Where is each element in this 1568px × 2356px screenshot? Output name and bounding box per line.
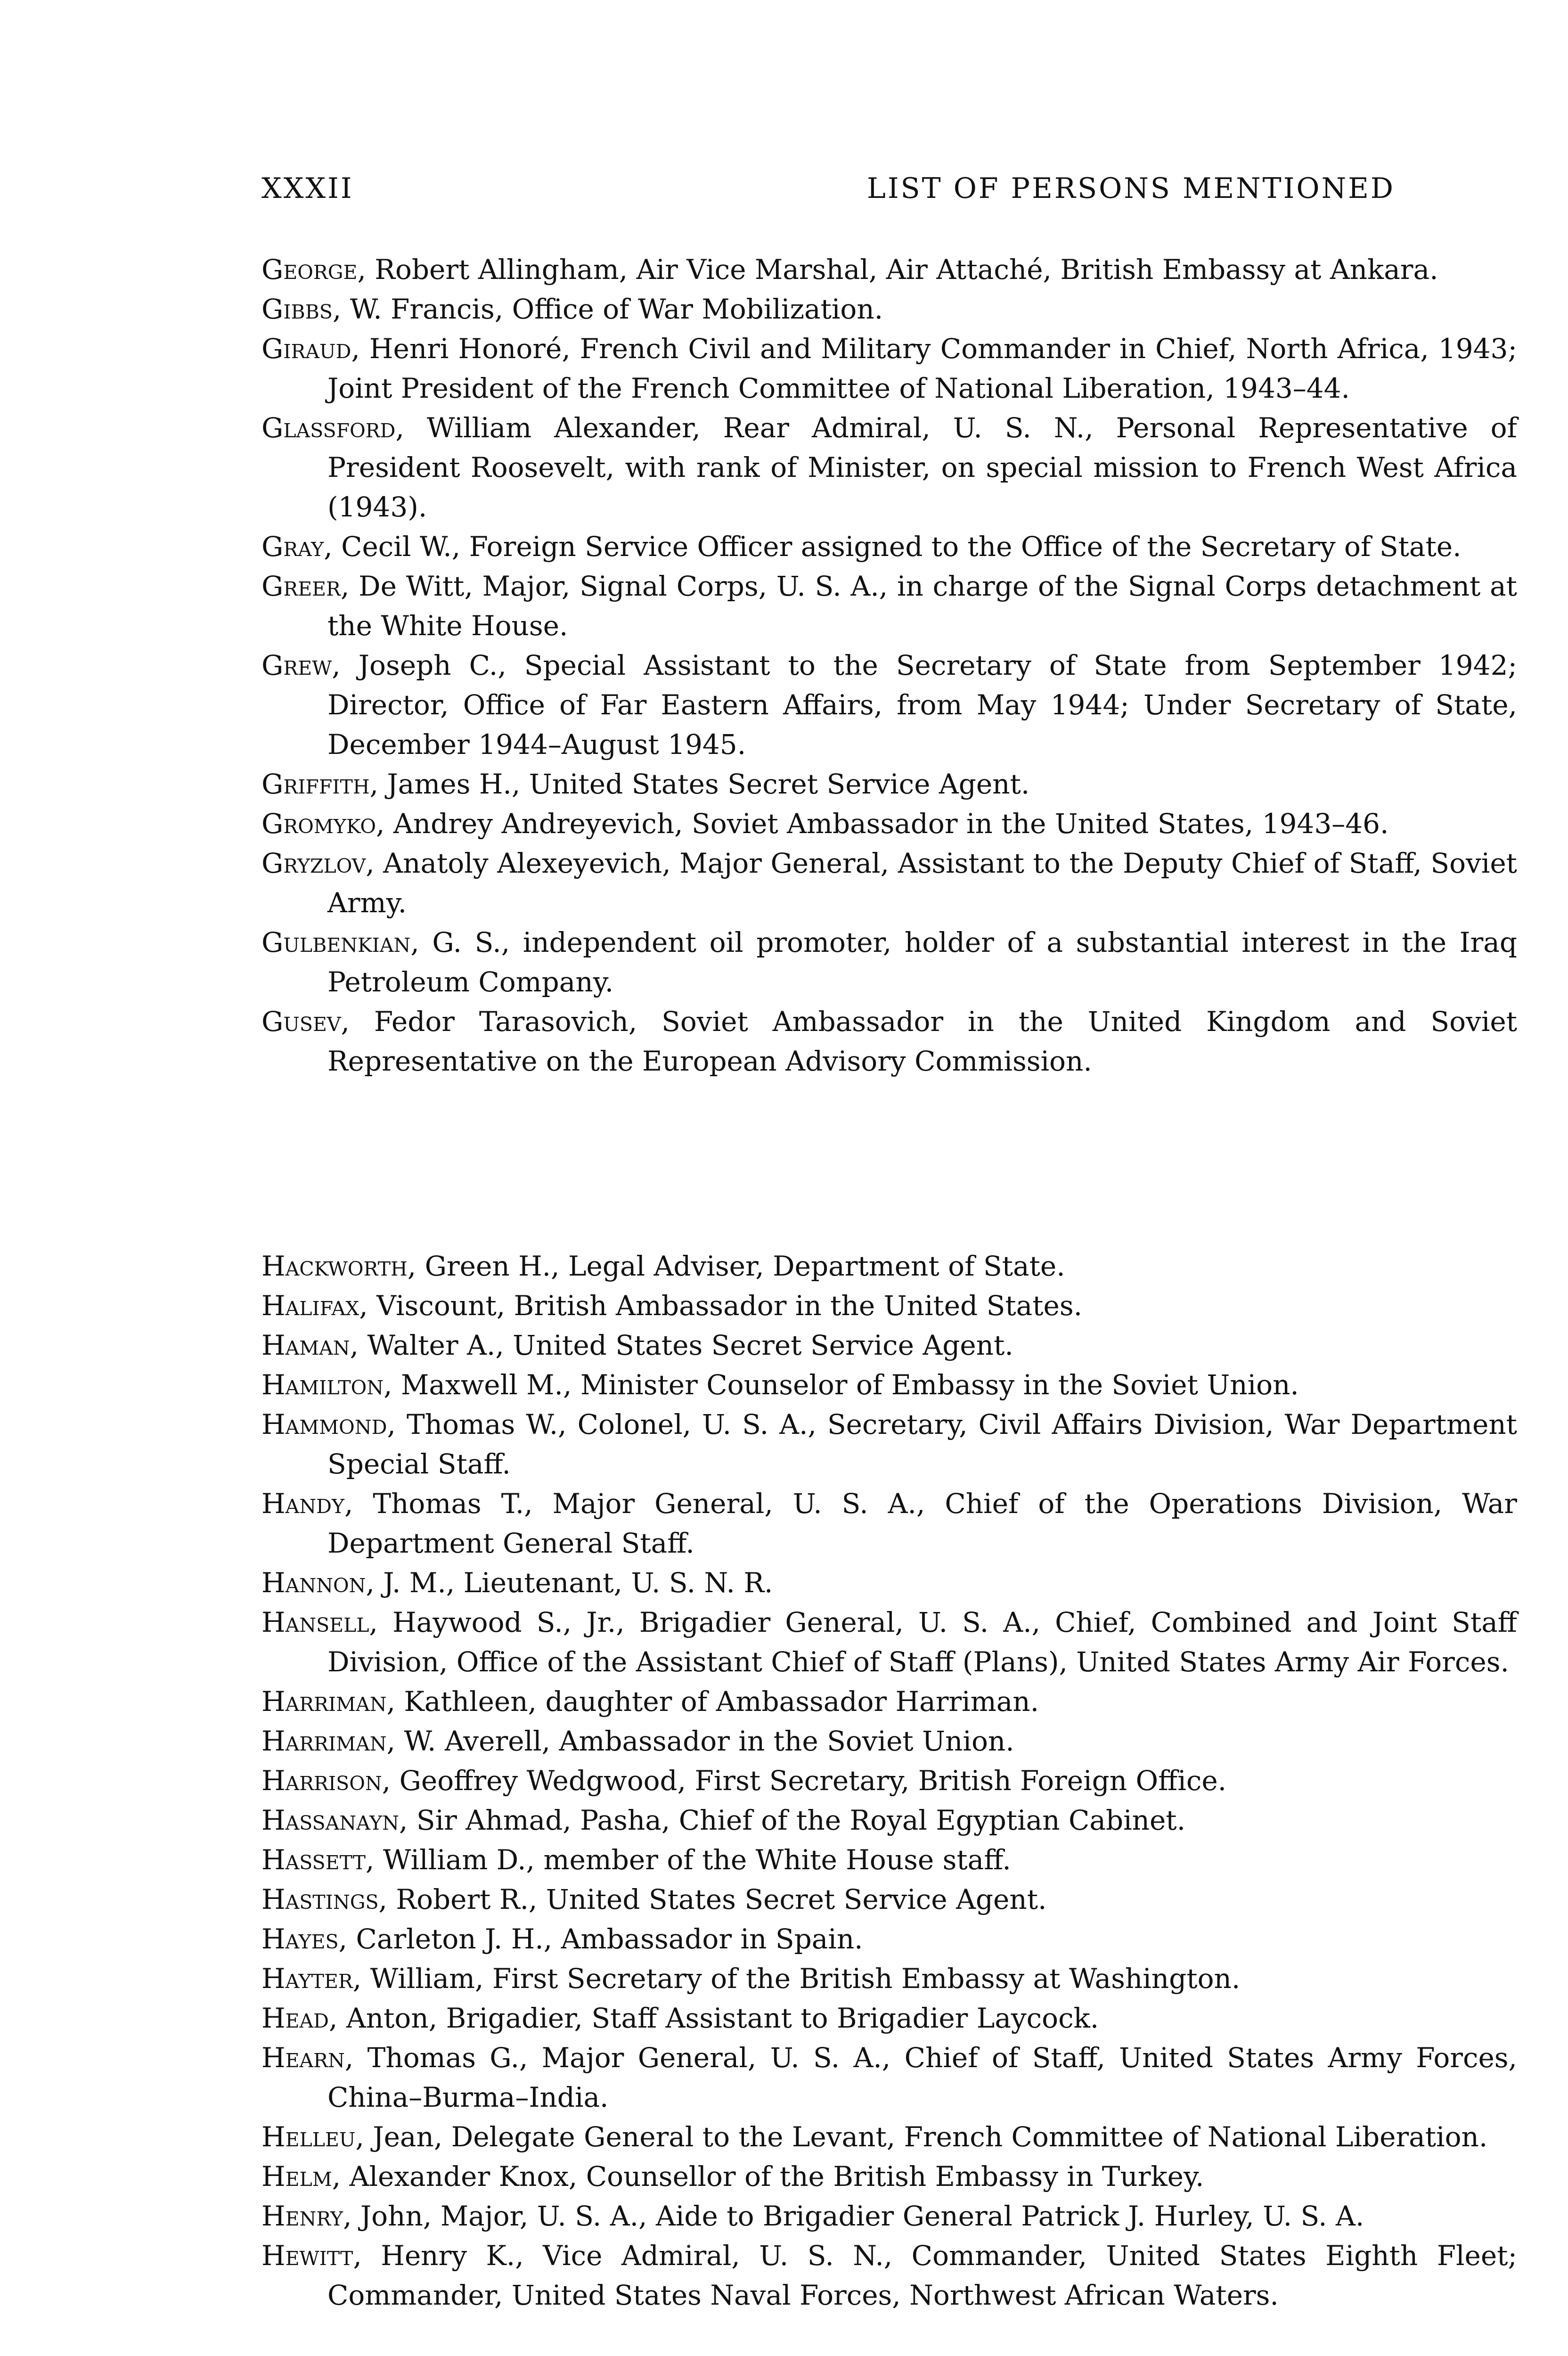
entry-surname: Griffith	[261, 768, 370, 800]
entry-surname: Haman	[261, 1329, 350, 1361]
entry-surname: Hassanayn	[261, 1804, 400, 1836]
entry-description: , Viscount, British Ambassador in the United States.	[359, 1290, 1083, 1322]
entry-description: , Joseph C., Special Assistant to the Secretary of State from September 1942; Director, Office of Far Eastern Affairs, from May 1944; Under Secretary of State, December 1944–August 1945.	[327, 649, 1517, 761]
entry-description: , James H., United States Secret Service Agent.	[369, 768, 1030, 800]
entry-surname: Hackworth	[261, 1250, 408, 1282]
list-entry	[261, 1286, 1517, 1325]
entry-surname: Gray	[261, 531, 324, 563]
list-entry	[261, 1563, 1517, 1603]
running-title: LIST OF PERSONS MENTIONED	[867, 172, 1395, 205]
entry-surname: Harriman	[261, 1685, 387, 1718]
entry-description: , J. M., Lieutenant, U. S. N. R.	[366, 1567, 773, 1599]
list-entry	[261, 804, 1517, 843]
entry-surname: Hansell	[261, 1606, 369, 1638]
entry-surname: Gryzlov	[261, 847, 366, 879]
entry-description: , William, First Secretary of the British Embassy at Washington.	[352, 1963, 1241, 1995]
entry-surname: Gulbenkian	[261, 926, 411, 958]
list-entry	[261, 1880, 1517, 1919]
entry-description: , W. Averell, Ambassador in the Soviet Union.	[386, 1725, 1014, 1757]
entry-description: , Geoffrey Wedgwood, First Secretary, British Foreign Office.	[382, 1765, 1227, 1797]
entry-description: , Thomas W., Colonel, U. S. A., Secretary, Civil Affairs Division, War Department Special Staff.	[327, 1408, 1517, 1480]
list-entry	[261, 250, 1517, 289]
list-entry	[261, 329, 1517, 408]
entry-surname: Harriman	[261, 1725, 387, 1757]
page-number: XXXII	[261, 172, 354, 205]
entry-description: , Thomas G., Major General, U. S. A., Chief of Staff, United States Army Forces, China–Burma–India.	[327, 2042, 1517, 2113]
list-entry	[261, 527, 1517, 566]
entry-surname: Gibbs	[261, 293, 333, 325]
list-entry	[261, 1800, 1517, 1840]
entry-description: , Robert R., United States Secret Service Agent.	[378, 1883, 1047, 1915]
entry-surname: Hayter	[261, 1963, 353, 1995]
list-entry	[261, 1919, 1517, 1959]
entry-surname: Harrison	[261, 1765, 382, 1797]
entry-description: , Robert Allingham, Air Vice Marshal, Air Attaché, British Embassy at Ankara.	[357, 254, 1438, 286]
list-entry	[261, 1721, 1517, 1761]
list-entry	[261, 923, 1517, 1002]
entry-surname: Gromyko	[261, 808, 376, 840]
entry-surname: Hammond	[261, 1408, 387, 1440]
entry-surname: Hayes	[261, 1923, 339, 1955]
entry-surname: Hearn	[261, 2042, 345, 2074]
list-entry	[261, 764, 1517, 804]
list-entry	[261, 2038, 1517, 2117]
list-entry	[261, 646, 1517, 764]
list-entry	[261, 408, 1517, 527]
entry-description: , Fedor Tarasovich, Soviet Ambassador in the United Kingdom and Soviet Representative on the European Advisory Commission.	[327, 1006, 1517, 1077]
entry-description: , Sir Ahmad, Pasha, Chief of the Royal Egyptian Cabinet.	[399, 1804, 1186, 1836]
entry-surname: Greer	[261, 570, 341, 602]
entry-description: , Henri Honoré, French Civil and Military Commander in Chief, North Africa, 1943; Joint President of the French Committee of National Liberation, 1943–44.	[327, 333, 1517, 404]
entry-description: , Andrey Andreyevich, Soviet Ambassador in the United States, 1943–46.	[376, 808, 1389, 840]
entry-surname: Glassford	[261, 412, 396, 444]
list-entry	[261, 1365, 1517, 1405]
entry-description: , W. Francis, Office of War Mobilization.	[332, 293, 883, 325]
entry-description: , Jean, Delegate General to the Levant, French Committee of National Liberation.	[355, 2121, 1488, 2153]
list-entry	[261, 2157, 1517, 2196]
entry-surname: Handy	[261, 1488, 345, 1520]
list-entry	[261, 1761, 1517, 1800]
entry-group-h	[261, 1246, 1517, 2315]
entry-surname: Hannon	[261, 1567, 366, 1599]
entry-description: , Maxwell M., Minister Counselor of Embassy in the Soviet Union.	[384, 1369, 1299, 1401]
entry-surname: Hassett	[261, 1844, 366, 1876]
list-entry	[261, 289, 1517, 329]
entry-description: , Henry K., Vice Admiral, U. S. N., Commander, United States Eighth Fleet; Commander, United States Naval Forces, Northwest African Waters.	[327, 2240, 1517, 2311]
entry-surname: Hewitt	[261, 2240, 353, 2272]
list-entry	[261, 843, 1517, 923]
list-entry	[261, 1682, 1517, 1721]
entry-description: , Anatoly Alexeyevich, Major General, Assistant to the Deputy Chief of Staff, Soviet Army.	[327, 847, 1517, 919]
entry-surname: Hamilton	[261, 1369, 384, 1401]
entry-description: , Thomas T., Major General, U. S. A., Chief of the Operations Division, War Department General Staff.	[327, 1488, 1517, 1559]
entry-description: , Kathleen, daughter of Ambassador Harriman.	[386, 1685, 1039, 1718]
entry-description: , Haywood S., Jr., Brigadier General, U. S. A., Chief, Combined and Joint Staff Division, Office of the Assistant Chief of Staff (Plans), United States Army Air Forces.	[327, 1606, 1517, 1678]
list-entry	[261, 2196, 1517, 2236]
list-entry	[261, 1002, 1517, 1081]
entry-description: , Alexander Knox, Counsellor of the British Embassy in Turkey.	[332, 2160, 1204, 2192]
list-entry	[261, 2117, 1517, 2157]
entry-surname: Helm	[261, 2160, 332, 2192]
entry-surname: Grew	[261, 649, 332, 681]
entry-description: , William Alexander, Rear Admiral, U. S. N., Personal Representative of President Roosevelt, with rank of Minister, on special mission to French West Africa (1943).	[327, 412, 1517, 523]
list-entry	[261, 1959, 1517, 1998]
entry-description: , William D., member of the White House staff.	[366, 1844, 1011, 1876]
entry-group-g	[261, 250, 1517, 1081]
entry-surname: Henry	[261, 2200, 343, 2232]
entry-description: , Cecil W., Foreign Service Officer assigned to the Office of the Secretary of State.	[324, 531, 1462, 563]
entry-surname: Head	[261, 2002, 329, 2034]
entry-surname: Giraud	[261, 333, 351, 365]
list-entry	[261, 1840, 1517, 1880]
entry-description: , De Witt, Major, Signal Corps, U. S. A., in charge of the Signal Corps detachment at the White House.	[327, 570, 1517, 642]
list-entry	[261, 1246, 1517, 1286]
entry-description: , Carleton J. H., Ambassador in Spain.	[338, 1923, 863, 1955]
list-entry	[261, 1603, 1517, 1682]
list-entry	[261, 1998, 1517, 2038]
entry-surname: Halifax	[261, 1290, 359, 1322]
entry-surname: Helleu	[261, 2121, 356, 2153]
entry-surname: Gusev	[261, 1006, 341, 1038]
page-header	[261, 172, 1517, 210]
list-entry	[261, 1405, 1517, 1484]
list-entry	[261, 566, 1517, 646]
entry-description: , John, Major, U. S. A., Aide to Brigadier General Patrick J. Hurley, U. S. A.	[343, 2200, 1364, 2232]
entry-description: , Anton, Brigadier, Staff Assistant to Brigadier Laycock.	[329, 2002, 1099, 2034]
entry-description: , G. S., independent oil promoter, holder of a substantial interest in the Iraq Petroleum Company.	[327, 926, 1517, 998]
list-entry	[261, 2236, 1517, 2315]
entry-description: , Walter A., United States Secret Service Agent.	[350, 1329, 1013, 1361]
list-entry	[261, 1484, 1517, 1563]
entry-surname: George	[261, 254, 358, 286]
entry-description: , Green H., Legal Adviser, Department of State.	[407, 1250, 1065, 1282]
list-entry	[261, 1325, 1517, 1365]
entry-surname: Hastings	[261, 1883, 379, 1915]
